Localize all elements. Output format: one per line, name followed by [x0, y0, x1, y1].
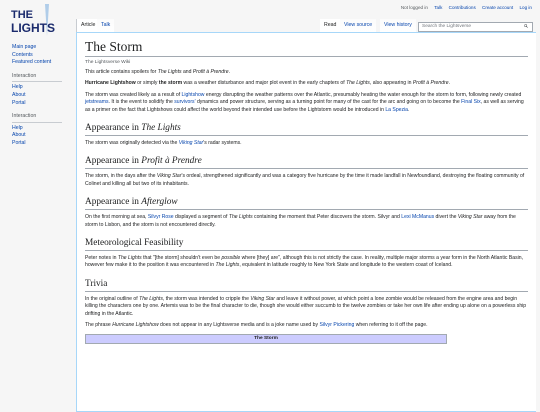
site-tagline: The Lightsverse Wiki — [85, 60, 131, 65]
lightshow-link[interactable]: Lightshow — [181, 91, 205, 98]
meteorological-paragraph: Peter notes in The Lights that "[the storm] shouldn't even be possible where [they] are", although this is not strictly the case. In reality, multiple major storms a year form in the North Atlantic Basin, however few make it to the position it was encountered in The Lights, equivalent in latitude roughly to New York State and longitude to the western coast of Iceland. — [85, 255, 524, 269]
trivia-paragraph-1: In the original outline of The Lights, the storm was intended to cripple the Viking Star and leave it without power, at which point a lone zombie would be released from the engine area and begin killing the characters one by one. Artemis was to be the final character to die, though she would either succumb to the twelve zombies or take her own life after ending up alone on a powerless ship drifting in the Atlantic. — [85, 295, 527, 317]
sidebar-item-featured-content[interactable]: Featured content — [12, 59, 52, 66]
survivors-link[interactable]: survivors' — [174, 99, 196, 106]
sidebar-item-contents[interactable]: Contents — [12, 51, 33, 58]
lights-paragraph: The storm was originally detected via the Viking Star's radar systems. — [85, 140, 242, 147]
search-icon[interactable] — [524, 24, 528, 28]
tab-talk[interactable]: Talk — [97, 19, 114, 32]
sidebar-item-portal[interactable]: Portal — [12, 99, 26, 106]
contributions-link[interactable]: Contributions — [448, 5, 476, 10]
tab-view-history[interactable]: View history — [380, 19, 416, 32]
section-heading-meteorological: Meteorological Feasibility — [85, 238, 528, 251]
intro-paragraph: Hurricane Lightshow or simply the storm was a weather disturbance and major plot event in the early chapters of The Lights, also appearing in Profit à Prendre. — [85, 80, 451, 87]
logo-line2: LIGHTS — [11, 21, 55, 35]
sidebar-item-about[interactable]: About — [12, 91, 26, 98]
tab-article[interactable]: Article — [76, 19, 99, 32]
silvyr-pickering-link[interactable]: Silvyr Pickering — [319, 322, 355, 329]
create-account-link[interactable]: Create account — [482, 5, 514, 10]
jetstreams-link[interactable]: jetstreams — [85, 99, 109, 106]
sidebar-item-about[interactable]: About — [12, 132, 26, 139]
afterglow-paragraph: On the first morning at sea, Silvyr Rose displayed a segment of The Lights containing the moment that Peter discovers the storm. Silvyr and Lexi McManus divert the Viking Star away from the storm to Lisbon, and the storm is not encountered directly. — [85, 214, 516, 228]
sidebar-item-help[interactable]: Help — [12, 84, 23, 91]
personal-tools — [396, 5, 532, 10]
navbox-header: The Storm — [85, 334, 447, 344]
profit-paragraph: The storm, in the days after the Viking Star's ordeal, strengthened significantly and was a category five hurricane by the time it made landfall in Newfoundland, destroying the floating community of Colinet and killing all but two of its inhabitants. — [85, 173, 525, 187]
log-in-link[interactable]: Log in — [519, 5, 532, 10]
tab-read[interactable]: Read — [320, 19, 340, 32]
section-heading-profit: Appearance in Profit à Prendre — [85, 156, 528, 169]
section-heading-afterglow: Appearance in Afterglow — [85, 197, 528, 210]
logo-line1: THE — [11, 9, 33, 21]
sidebar-item-help[interactable]: Help — [12, 124, 23, 131]
sidebar-portal-heading: Interaction — [12, 73, 62, 83]
silvyr-rose-link[interactable]: Silvyr Rose — [147, 214, 174, 221]
page-title: The Storm — [85, 39, 528, 57]
lexi-mcmanus-link[interactable]: Lexi McManus — [401, 214, 435, 221]
la-spezia-link[interactable]: La Spezia — [385, 106, 408, 113]
user-talk-link[interactable]: Talk — [434, 5, 443, 10]
sidebar — [12, 44, 74, 148]
search-input[interactable] — [418, 22, 533, 32]
spoiler-notice: This article contains spoilers for The Lights and Profit à Prendre. — [85, 69, 231, 75]
tab-view-source[interactable]: View source — [340, 19, 376, 32]
sidebar-item-portal[interactable]: Portal — [12, 139, 26, 146]
sidebar-portal-heading: Interaction — [12, 113, 62, 123]
viking-star-link[interactable]: Viking Star — [178, 140, 204, 147]
not-logged-in: Not logged in — [400, 5, 428, 10]
section-heading-lights: Appearance in The Lights — [85, 123, 528, 136]
section-heading-trivia: Trivia — [85, 279, 528, 292]
sidebar-item-main-page[interactable]: Main page — [12, 44, 37, 50]
final-six-link[interactable]: Final Six — [461, 99, 481, 106]
trivia-paragraph-2: The phrase Hurricane Lightshow does not appear in any Lightsverse media and is a joke name used by Silvyr Pickering when referring to it off the page. — [85, 322, 428, 329]
search-placeholder: Search the Lightsverse — [422, 24, 472, 29]
wiki-logo[interactable] — [9, 4, 69, 36]
origin-paragraph: The storm was created likely as a result of Lightshow energy disrupting the weather patterns over the Atlantic, presumably heating the water enough for the storm to form, following newly created jetstreams. It is the event to solidify the survivors' dynamics and power structure, serving as a turning point for many of the cast for the arc and going on to become the Final Six, as well as serving as a primer on the fact that Lightshows could affect the world beyond their intended use before the Lightstorm would be introduced in La Spezia. — [85, 91, 524, 113]
article-content — [76, 32, 536, 412]
